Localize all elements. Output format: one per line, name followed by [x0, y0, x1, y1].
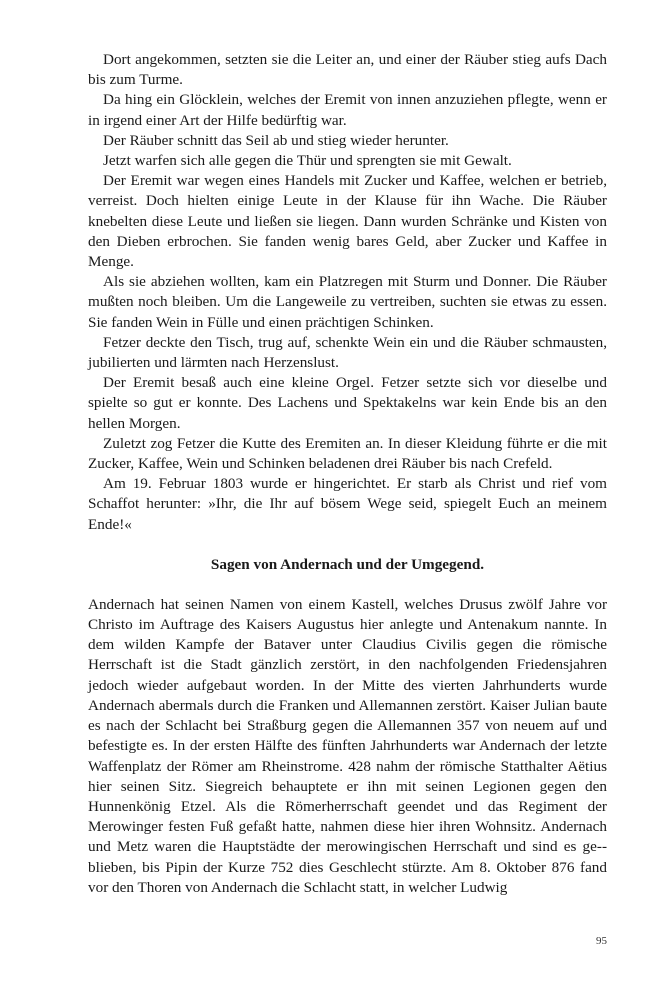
story-paragraph-7: Fetzer deckte den Tisch, trug auf, schenkte Wein ein und die Räuber schmausten, jubilierten und lärmten nach Herzenslust. — [88, 333, 607, 372]
story-paragraph-9: Zuletzt zog Fetzer die Kutte des Eremiten an. In dieser Kleidung führte er die mit Zucker, Kaffee, Wein und Schinken beladenen drei Räuber bis nach Crefeld. — [88, 434, 607, 473]
story-paragraph-3: Der Räuber schnitt das Seil ab und stieg wieder herunter. — [103, 131, 449, 149]
story-paragraph-2: Da hing ein Glöcklein, welches der Eremit von innen anzuziehen pflegte, wenn er in irgend einer Art der Hilfe bedürftig war. — [88, 91, 607, 129]
story-paragraph-1: Dort angekommen, setzten sie die Leiter an, und einer der Räuber stieg aufs Dach bis zum Turme. — [88, 51, 607, 89]
section-paragraph: Andernach hat seinen Namen von einem Kastell, welches Drusus zwölf Jahre vor Christo im Auftrage des Kaisers Augustus hier anlegte und Antenakum nannte. In dem wilden Kampfe der Bataver unter Claudius Civilis gegen die römische Herrschaft ist die Stadt gänzlich zerstört, in den nachfolgenden Friedensjahren jedoch wieder aufgebaut worden. In der Mitte des vierten Jahrhunderts wurde Andernach abermals durch die Franken und Allemannen zerstört. Kaiser Julian baute es nach der Schlacht bei Straßburg gegen die Allemannen 357 von neuem auf und befestigte es. In der ersten Hälfte des fünften Jahrhunderts war Andernach der letzte Waffenplatz der Römer am Rheinstrome. 428 nahm der römische Statthalter Aëtius hier seinen Sitz. Siegreich behauptete er ihn mit seinen Legionen gegen den Hunnenkönig Etzel. Als die Römerherrschaft geendet und das Regiment der Merowinger festen Fuß gefaßt hatte, nahmen diese hier ihren Wohnsitz. Andernach und Metz waren die Hauptstädte der merowingischen Herrschaft und sind es ge-blieben, bis Pipin der Kurze 752 dies Geschlecht stürzte. Am 8. Oktober 876 fand vor den Thoren von Andernach die Schlacht statt, in welcher Ludwig — [88, 595, 607, 896]
story-paragraph-8: Der Eremit besaß auch eine kleine Orgel. Fetzer setzte sich vor dieselbe und spielte so gut er konnte. Des Lachens und Spektakelns war kein Ende bis an den hellen Morgen. — [88, 374, 607, 432]
story-paragraph-4: Jetzt warfen sich alle gegen die Thür und sprengten sie mit Gewalt. — [103, 152, 512, 170]
story-paragraph-10: Am 19. Februar 1803 wurde er hingerichtet. Er starb als Christ und rief vom Schaffot herunter: »Ihr, die Ihr auf bösem Wege seid, spiegelt Euch an meinem Ende!« — [88, 475, 607, 533]
section-heading: Sagen von Andernach und der Umgegend. — [210, 555, 485, 573]
story-paragraph-6: Als sie abziehen wollten, kam ein Platzregen mit Sturm und Donner. Die Räuber mußten noch bleiben. Um die Langeweile zu vertreiben, suchten sie etwas zu essen. Sie fanden Wein in Fülle und einen prächtigen Schinken. — [88, 273, 607, 331]
page-body — [88, 50, 607, 898]
story-paragraph-5: Der Eremit war wegen eines Handels mit Zucker und Kaffee, welchen er betrieb, verreist. Doch hielten einige Leute in der Klause für ihn Wache. Die Räuber knebelten diese Leute und ließen sie liegen. Dann wurden Schränke und Kisten von den Dieben erbrochen. Sie fanden wenig bares Geld, aber Zucker und Kaffee in Menge. — [88, 172, 607, 271]
page-number: 95 — [596, 935, 607, 947]
